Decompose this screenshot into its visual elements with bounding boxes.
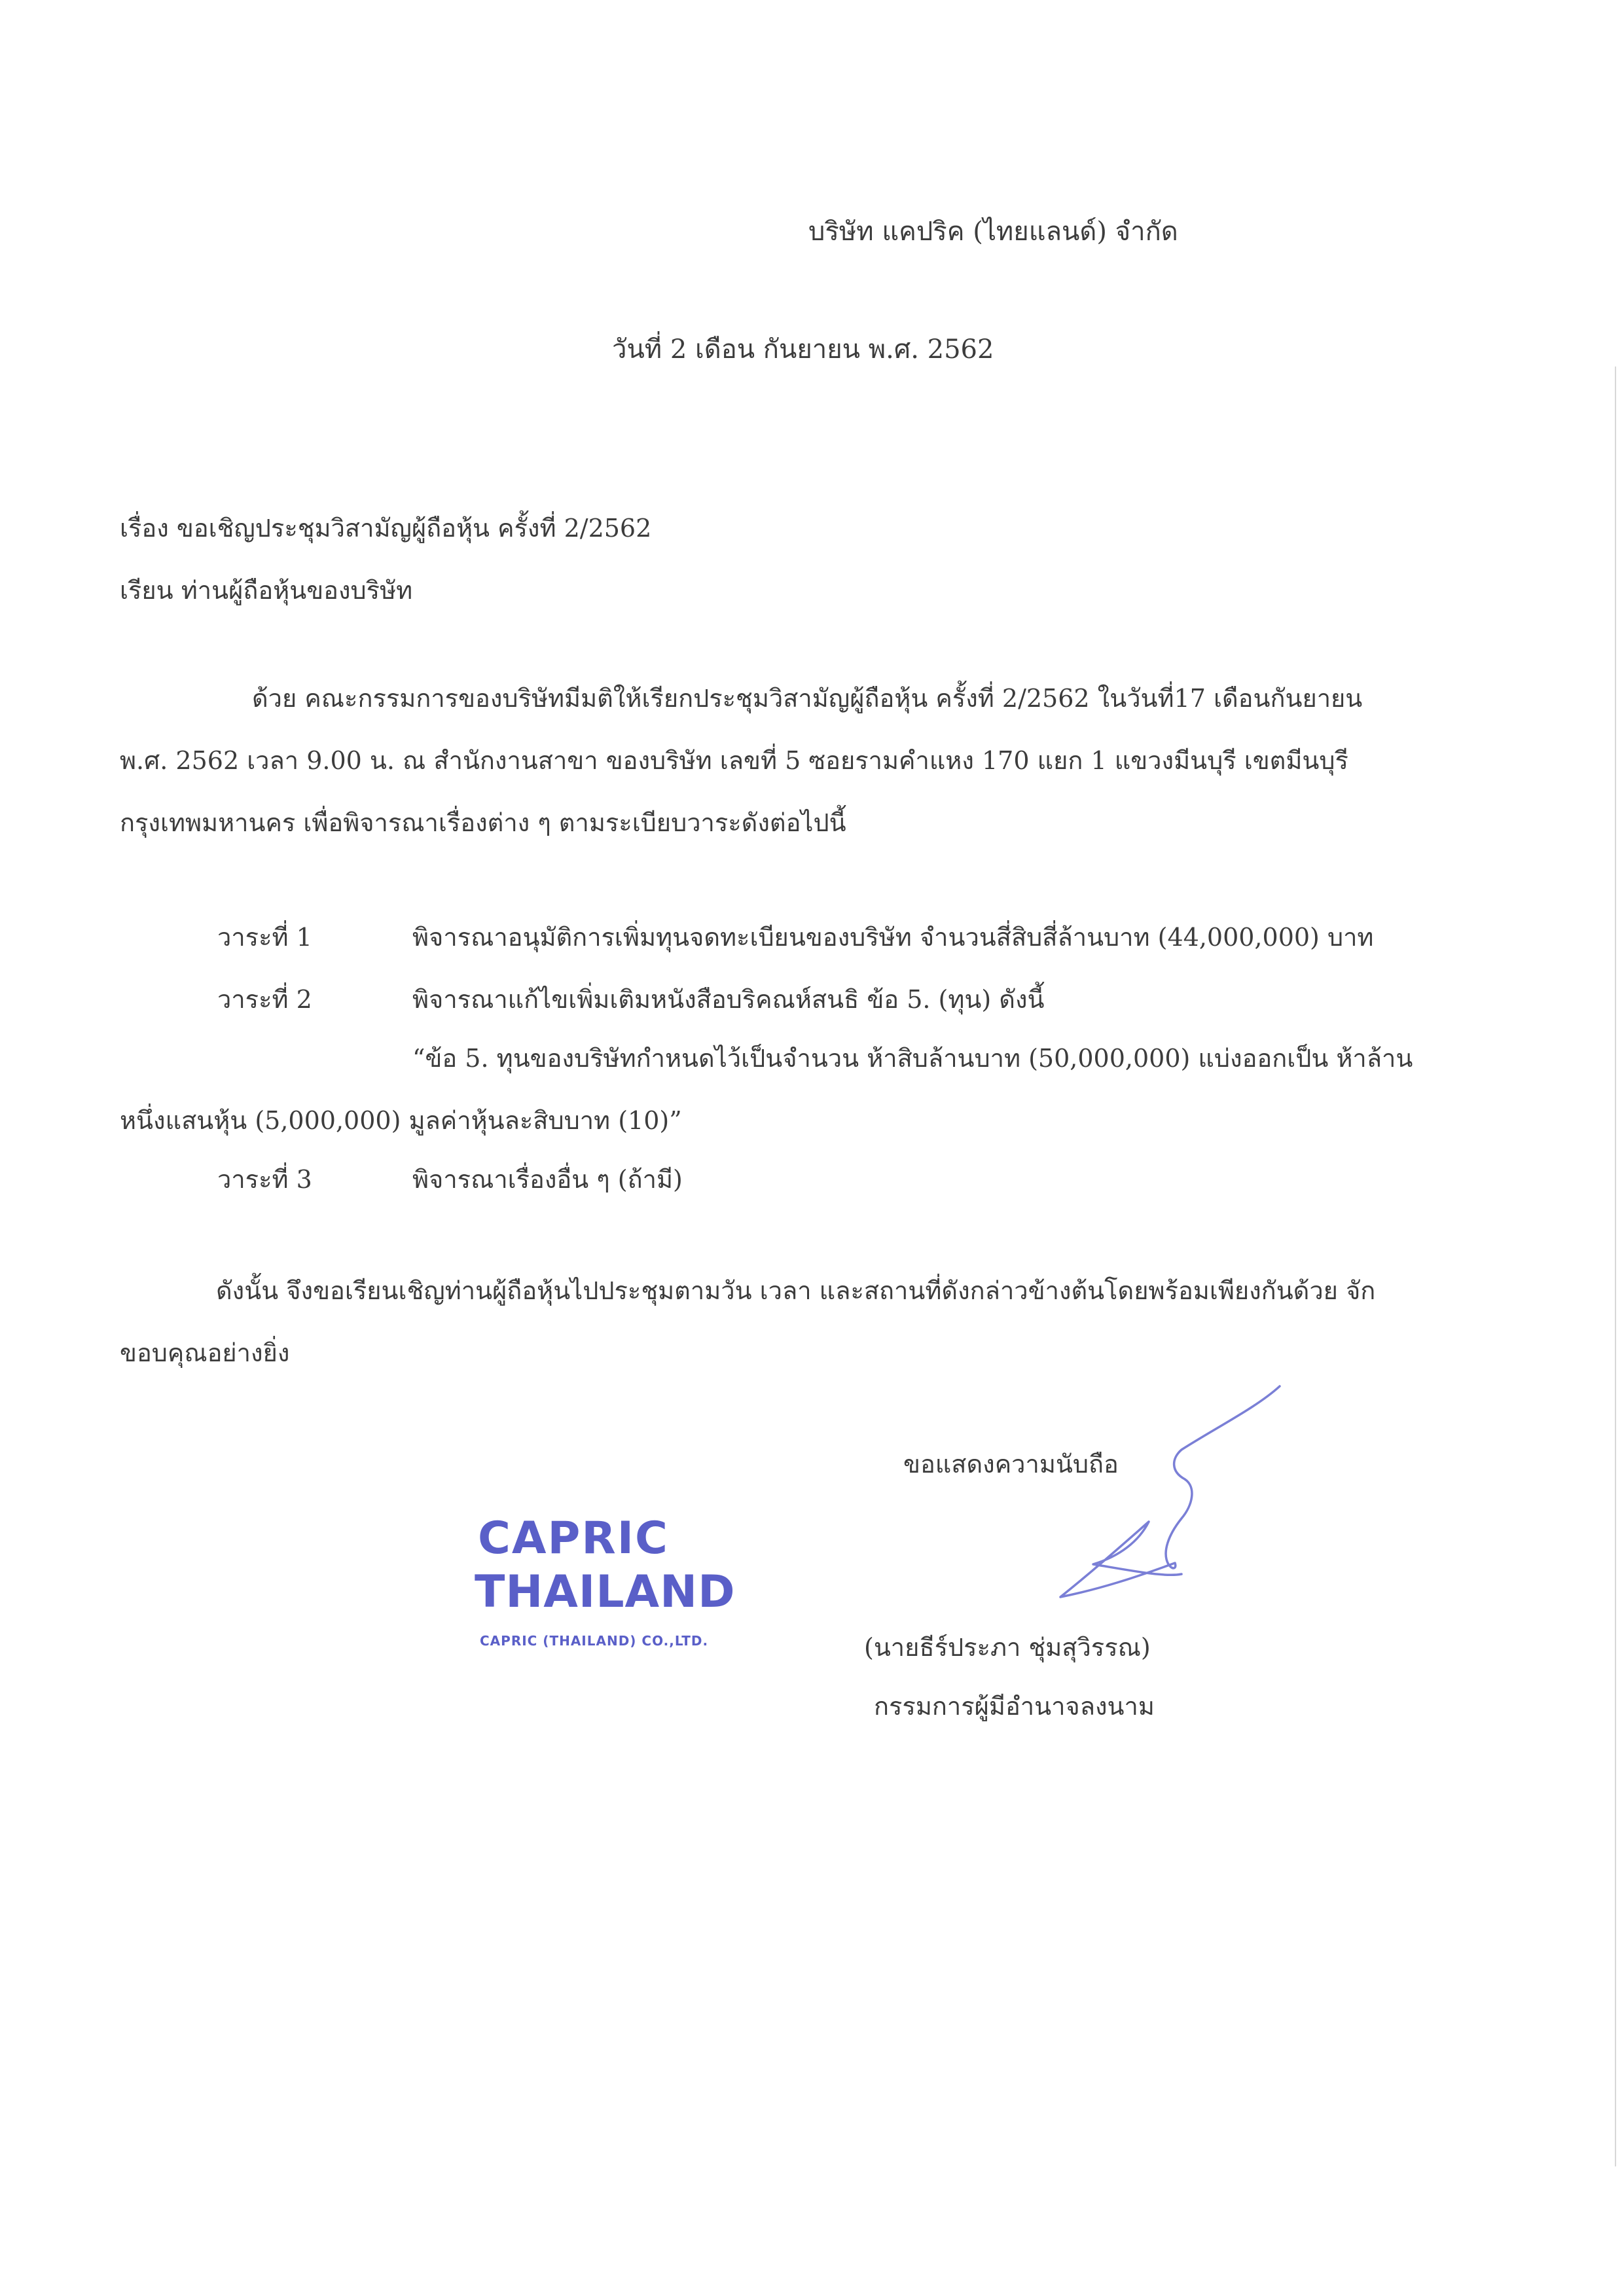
subject-line: เรื่อง ขอเชิญประชุมวิสามัญผู้ถือหุ้น ครั้งที่ 2/2562 <box>120 514 652 543</box>
stamp-line-1: CAPRIC <box>478 1513 669 1564</box>
stamp-line-3: CAPRIC (THAILAND) CO.,LTD. <box>480 1633 709 1649</box>
regards-text: ขอแสดงความนับถือ <box>903 1450 1119 1479</box>
agenda-2-quote-line-1: “ข้อ 5. ทุนของบริษัทกำหนดไว้เป็นจำนวน ห้าสิบล้านบาท (50,000,000) แบ่งออกเป็น ห้าล้าน <box>412 1044 1413 1073</box>
body-paragraph-line-1: ด้วย คณะกรรมการของบริษัทมีมติให้เรียกประชุมวิสามัญผู้ถือหุ้น ครั้งที่ 2/2562 ในวันที่17 เดือนกันยายน <box>252 684 1363 713</box>
agenda-3-label: วาระที่ 3 <box>217 1165 312 1194</box>
agenda-2-text: พิจารณาแก้ไขเพิ่มเติมหนังสือบริคณห์สนธิ ข้อ 5. (ทุน) ดังนี้ <box>412 985 1045 1014</box>
body-paragraph-line-3: กรุงเทพมหานคร เพื่อพิจารณาเรื่องต่าง ๆ ตามระเบียบวาระดังต่อไปนี้ <box>120 808 846 837</box>
closing-paragraph-line-1: ดังนั้น จึงขอเรียนเชิญท่านผู้ถือหุ้นไปประชุมตามวัน เวลา และสถานที่ดังกล่าวข้างต้นโดยพร้อมเพียงกันด้วย จัก <box>216 1276 1376 1305</box>
scan-edge-line <box>1615 367 1616 2166</box>
agenda-3-text: พิจารณาเรื่องอื่น ๆ (ถ้ามี) <box>412 1165 683 1194</box>
agenda-1-label: วาระที่ 1 <box>217 923 312 952</box>
agenda-2-quote-line-2: หนึ่งแสนหุ้น (5,000,000) มูลค่าหุ้นละสิบบาท (10)” <box>120 1106 682 1135</box>
company-stamp <box>475 1512 749 1662</box>
company-name: บริษัท แคปริค (ไทยแลนด์) จำกัด <box>808 217 1178 247</box>
signatory-name: (นายธีร์ประภา ชุ่มสุวิรรณ) <box>864 1633 1151 1662</box>
signature-stroke <box>1060 1386 1280 1597</box>
letter-date: วันที่ 2 เดือน กันยายน พ.ศ. 2562 <box>612 334 994 365</box>
agenda-2-label: วาระที่ 2 <box>217 985 312 1014</box>
handwritten-signature <box>1021 1381 1296 1604</box>
signatory-title: กรรมการผู้มีอำนาจลงนาม <box>874 1692 1155 1721</box>
recipient-line: เรียน ท่านผู้ถือหุ้นของบริษัท <box>120 576 413 605</box>
agenda-1-text: พิจารณาอนุมัติการเพิ่มทุนจดทะเบียนของบริษัท จำนวนสี่สิบสี่ล้านบาท (44,000,000) บาท <box>412 923 1374 952</box>
stamp-line-2: THAILAND <box>475 1566 736 1618</box>
body-paragraph-line-2: พ.ศ. 2562 เวลา 9.00 น. ณ สำนักงานสาขา ของบริษัท เลขที่ 5 ซอยรามคำแหง 170 แยก 1 แขวงมีนบุรี เขตมีนบุรี <box>120 746 1348 775</box>
closing-paragraph-line-2: ขอบคุณอย่างยิ่ง <box>120 1338 290 1367</box>
